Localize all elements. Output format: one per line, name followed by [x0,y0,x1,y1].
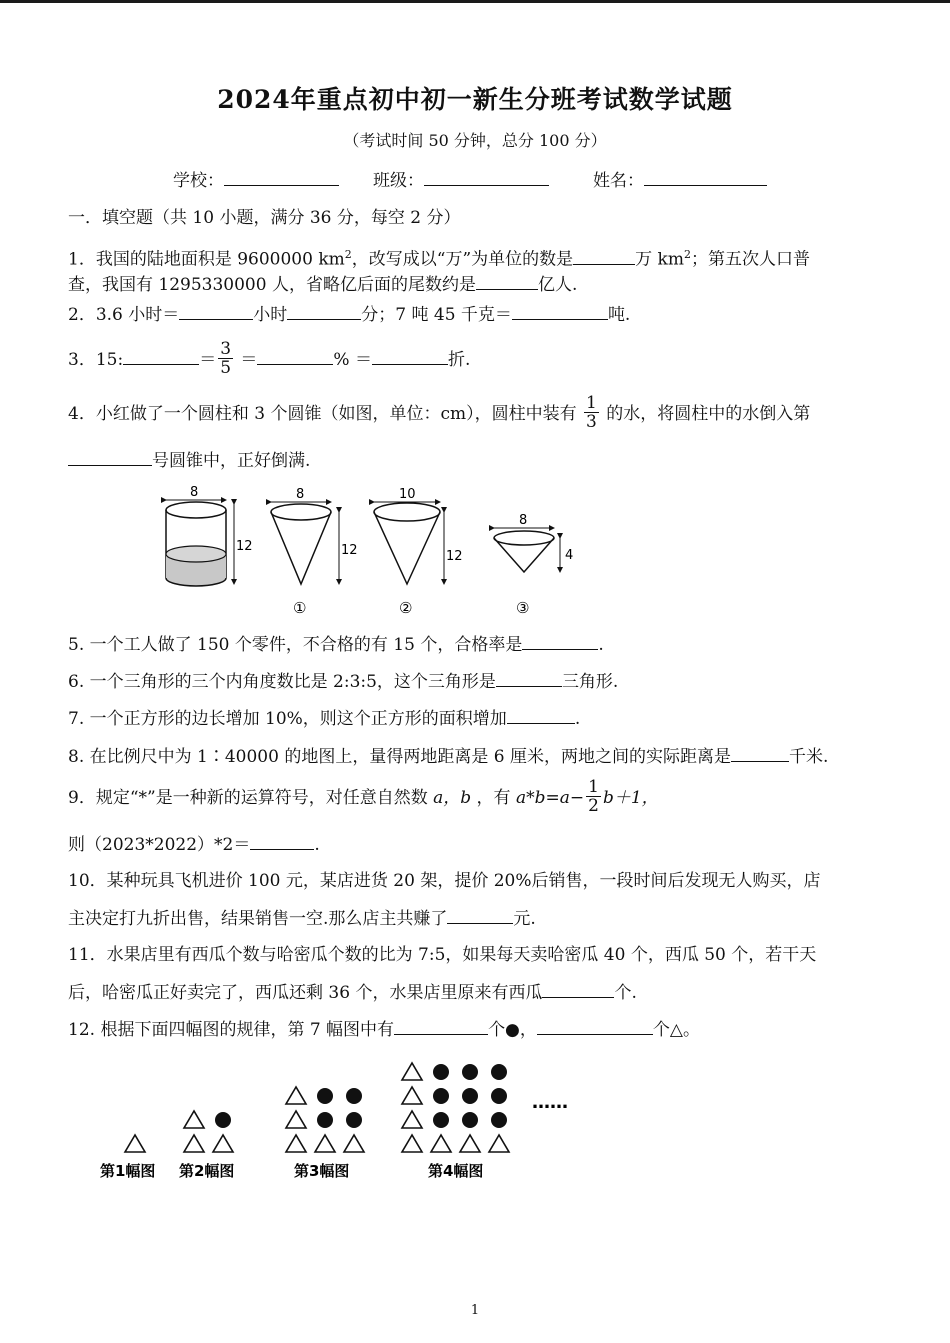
question-9-line-1: 9．规定“*”是一种新的运算符号，对任意自然数 a，b ，有 a*b=a− $\frac{1}{2}$ b＋1， [68,777,659,816]
fraction-1-2: $\frac{1}{2}$ [588,777,599,816]
fraction-1-3: $\frac{1}{3}$ [586,393,597,432]
figure-1-label: 第1幅图 [100,1162,156,1180]
cone-3-number: ③ [516,599,530,617]
dot-mark [346,1112,362,1128]
question-1-line-2: 查，我国有 1295330000 人，省略亿后面的尾数约是 亿人. [68,272,577,297]
class-label: 班级： [373,171,424,191]
triangle-mark [402,1111,422,1128]
top-border [0,0,950,3]
figure-4-label: 第4幅图 [428,1162,484,1180]
triangle-mark [402,1063,422,1080]
cone-3-shape [494,528,560,572]
class-blank[interactable] [424,168,549,186]
q5-blank[interactable] [522,632,598,650]
q3-blank-2[interactable] [257,347,333,365]
triangle-mark [344,1135,364,1152]
dot-mark [433,1088,449,1104]
dot-mark [317,1088,333,1104]
q11-blank[interactable] [542,980,614,998]
question-7: 7. 一个正方形的边长增加 10%，则这个正方形的面积增加 . [68,706,580,731]
question-4-line-2: 号圆锥中，正好倒满. [68,448,310,473]
name-blank[interactable] [644,168,767,186]
school-field [173,166,339,191]
triangle-mark [286,1087,306,1104]
cone-3-height-label: 4 [565,548,574,563]
triangle-mark [402,1135,422,1152]
dot-mark [215,1112,231,1128]
cone-1-number: ① [293,599,307,617]
q1-blank-2[interactable] [476,272,538,290]
question-6: 6. 一个三角形的三个内角度数比是 2:3:5，这个三角形是 三角形. [68,669,618,694]
q12-blank-2[interactable] [537,1017,653,1035]
triangle-mark [489,1135,509,1152]
page-number: 1 [470,1303,480,1318]
triangle-mark [431,1135,451,1152]
dot-mark [433,1112,449,1128]
question-4-line-1: 4．小红做了一个圆柱和 3 个圆锥（如图，单位：cm），圆柱中装有 $\frac{1}{3}$ 的水，将圆柱中的水倒入第 [68,393,811,432]
dot-mark [491,1064,507,1080]
dot-mark [317,1112,333,1128]
name-field [593,166,767,191]
q3-blank-3[interactable] [372,347,448,365]
page-title: 2024年重点初中初一新生分班考试数学试题 [217,85,733,114]
question-1-line-1: 1．我国的陆地面积是 9600000 $km^2$，改写成以“万”为单位的数是 万 $km^2$；第五次人口普 [68,248,810,270]
section-heading: 一．填空题（共 10 小题，满分 36 分，每空 2 分） [68,208,461,228]
dot-mark [462,1064,478,1080]
cylinder-cone-figure [150,480,590,620]
question-5: 5. 一个工人做了 150 个零件，不合格的有 15 个，合格率是 . [68,632,604,657]
class-field [373,166,549,191]
q12-blank-1[interactable] [394,1017,488,1035]
cone-2-diameter-label: 10 [399,487,416,502]
triangle-mark [184,1111,204,1128]
q4-blank[interactable] [68,448,152,466]
exam-subtitle: （考试时间 50 分钟，总分 100 分） [343,131,607,150]
triangle-mark [125,1135,145,1152]
question-12: 12. 根据下面四幅图的规律，第 7 幅图中有 个●， 个△。 [68,1017,700,1042]
cone-1-height-label: 12 [341,543,358,558]
q3-blank-1[interactable] [123,347,199,365]
triangle-mark [315,1135,335,1152]
triangle-mark [286,1135,306,1152]
q2-blank-1[interactable] [179,302,253,320]
q6-blank[interactable] [496,669,562,687]
school-label: 学校： [173,171,224,191]
triangle-mark [286,1111,306,1128]
question-8: 8. 在比例尺中为 1∶40000 的地图上，量得两地距离是 6 厘米，两地之间的实际距离是 千米. [68,744,828,769]
name-label: 姓名： [593,171,644,191]
cone-2-height-label: 12 [446,549,463,564]
q1-blank-1[interactable] [573,247,635,265]
question-11-line-2: 后，哈密瓜正好卖完了，西瓜还剩 36 个，水果店里原来有西瓜 个. [68,980,637,1005]
dot-mark [346,1088,362,1104]
q9-blank[interactable] [250,832,314,850]
question-11-line-1: 11．水果店里有西瓜个数与哈密瓜个数的比为 7:5，如果每天卖哈密瓜 40 个，西瓜 50 个，若干天 [68,945,817,965]
figure-3-label: 第3幅图 [294,1162,350,1180]
question-10-line-1: 10．某种玩具飞机进价 100 元，某店进货 20 架，提价 20%后销售，一段时间后发现无人购买，店 [68,871,821,891]
pattern-marks [125,1063,509,1152]
question-10-line-2: 主决定打九折出售，结果销售一空.那么店主共赚了 元. [68,906,536,931]
question-3: 3．15: ＝ $\frac{3}{5}$ ＝ % ＝ 折. [68,339,471,378]
triangle-mark [460,1135,480,1152]
pattern-figure [90,1052,590,1192]
dot-mark [491,1112,507,1128]
q10-blank[interactable] [447,906,513,924]
cone-1-diameter-label: 8 [296,487,305,502]
cylinder-height-label: 12 [236,539,253,554]
dot-mark [462,1112,478,1128]
cone-3-diameter-label: 8 [519,513,528,528]
question-2: 2．3.6 小时＝ 小时 分；7 吨 45 千克＝ 吨. [68,302,630,327]
dot-mark [433,1064,449,1080]
triangle-mark [213,1135,233,1152]
figure-2-label: 第2幅图 [179,1162,235,1180]
cone-2-shape [374,502,444,584]
triangle-mark [184,1135,204,1152]
cone-1-shape [271,502,339,584]
cylinder-diameter-label: 8 [190,485,199,500]
cylinder-shape [166,500,234,586]
q2-blank-2[interactable] [287,302,361,320]
q7-blank[interactable] [507,706,575,724]
q8-blank[interactable] [731,744,789,762]
q2-blank-3[interactable] [512,302,608,320]
cone-2-number: ② [399,599,413,617]
triangle-mark [402,1087,422,1104]
dot-mark [462,1088,478,1104]
fraction-3-5: $\frac{3}{5}$ [220,339,232,378]
dot-mark [491,1088,507,1104]
pattern-ellipsis: …… [532,1092,568,1113]
question-9-line-2: 则（2023*2022）*2＝ . [68,832,320,857]
school-blank[interactable] [224,168,339,186]
